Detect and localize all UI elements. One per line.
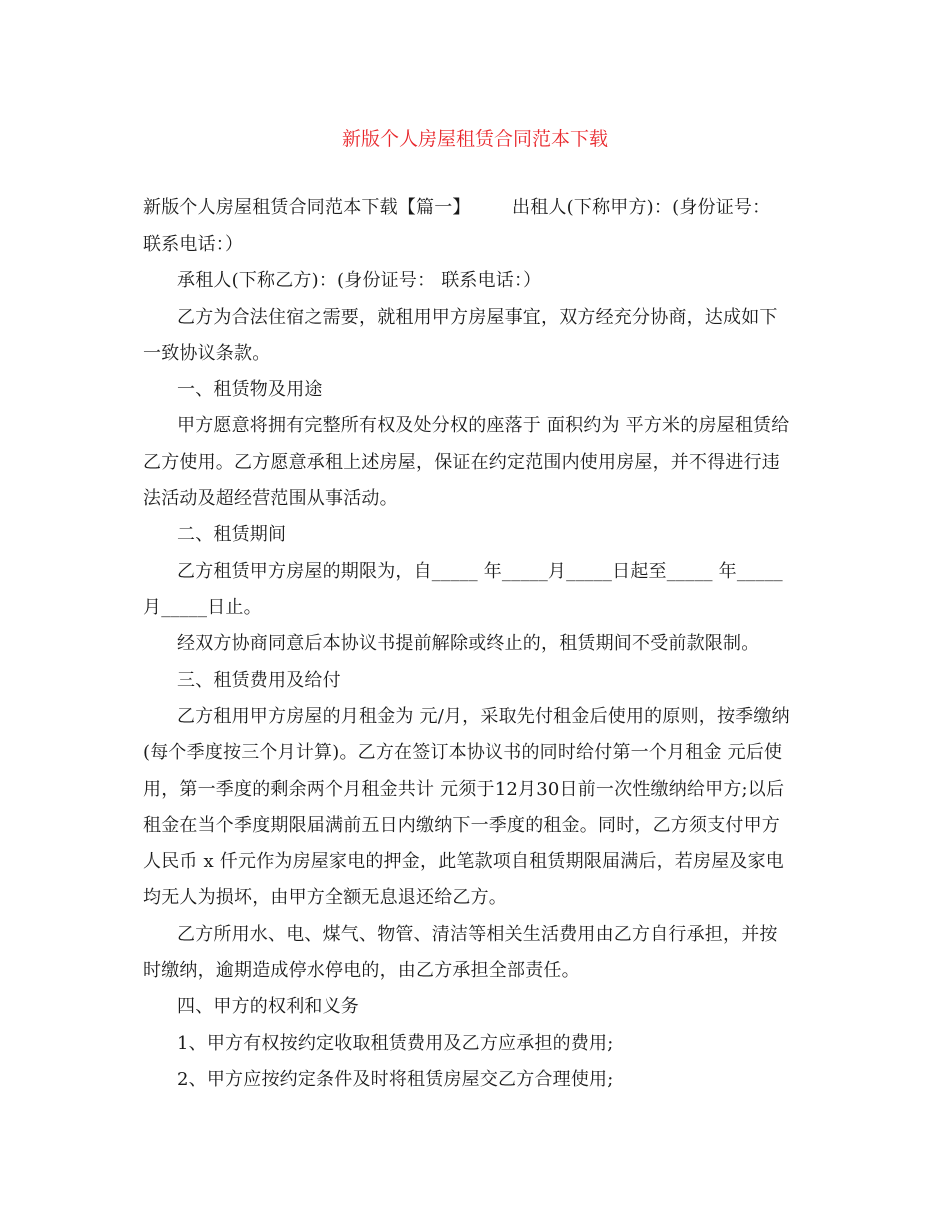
document-title: 新版个人房屋租赁合同范本下载 bbox=[341, 128, 608, 150]
paragraph-line: 一致协议条款。 bbox=[143, 343, 271, 364]
paragraph-line: 租金在当个季度期限届满前五日内缴纳下一季度的租金。同时，乙方须支付甲方 bbox=[143, 815, 780, 836]
paragraph-line: 法活动及超经营范围从事活动。 bbox=[143, 488, 398, 509]
list-item: 2、甲方应按约定条件及时将租赁房屋交乙方合理使用; bbox=[177, 1069, 614, 1090]
list-item: 1、甲方有权按约定收取租赁费用及乙方应承担的费用; bbox=[177, 1033, 614, 1054]
paragraph-line: 经双方协商同意后本协议书提前解除或终止的，租赁期间不受前款限制。 bbox=[177, 633, 760, 654]
paragraph-line: 乙方租用甲方房屋的月租金为 元/月，采取先付租金后使用的原则，按季缴纳 bbox=[177, 706, 790, 727]
section-heading: 三、租赁费用及给付 bbox=[177, 670, 341, 691]
paragraph-line: 用，第一季度的剩余两个月租金共计 元须于12月30日前一次性缴纳给甲方;以后 bbox=[143, 779, 785, 800]
paragraph-line: 联系电话：） bbox=[143, 234, 244, 255]
paragraph-line: 新版个人房屋租赁合同范本下载【篇一】 出租人(下称甲方)：(身份证号： bbox=[143, 197, 771, 218]
paragraph-line: 均无人为损坏，由甲方全额无息退还给乙方。 bbox=[143, 887, 507, 908]
section-heading: 二、租赁期间 bbox=[177, 524, 287, 545]
paragraph-line: 乙方使用。乙方愿意承租上述房屋，保证在约定范围内使用房屋，并不得进行违 bbox=[143, 452, 780, 473]
paragraph-line: 乙方租赁甲方房屋的期限为，自_____ 年_____月_____日起至_____ 年_____ bbox=[177, 561, 783, 582]
paragraph-line: 乙方所用水、电、煤气、物管、清洁等相关生活费用由乙方自行承担，并按 bbox=[177, 924, 778, 945]
paragraph-line: (每个季度按三个月计算)。乙方在签订本协议书的同时给付第一个月租金 元后使 bbox=[143, 742, 783, 763]
section-heading: 一、租赁物及用途 bbox=[177, 379, 323, 400]
paragraph-line: 时缴纳，逾期造成停水停电的，由乙方承担全部责任。 bbox=[143, 960, 580, 981]
paragraph-line: 承租人(下称乙方)：(身份证号： 联系电话：） bbox=[177, 270, 542, 291]
paragraph-line: 乙方为合法住宿之需要，就租用甲方房屋事宜，双方经充分协商，达成如下 bbox=[177, 307, 778, 328]
paragraph-line: 月_____日止。 bbox=[143, 597, 262, 618]
paragraph-line: 人民币 x 仟元作为房屋家电的押金，此笔款项自租赁期限届满后，若房屋及家电 bbox=[143, 851, 784, 872]
section-heading: 四、甲方的权利和义务 bbox=[177, 996, 359, 1017]
paragraph-line: 甲方愿意将拥有完整所有权及处分权的座落于 面积约为 平方米的房屋租赁给 bbox=[177, 415, 790, 436]
